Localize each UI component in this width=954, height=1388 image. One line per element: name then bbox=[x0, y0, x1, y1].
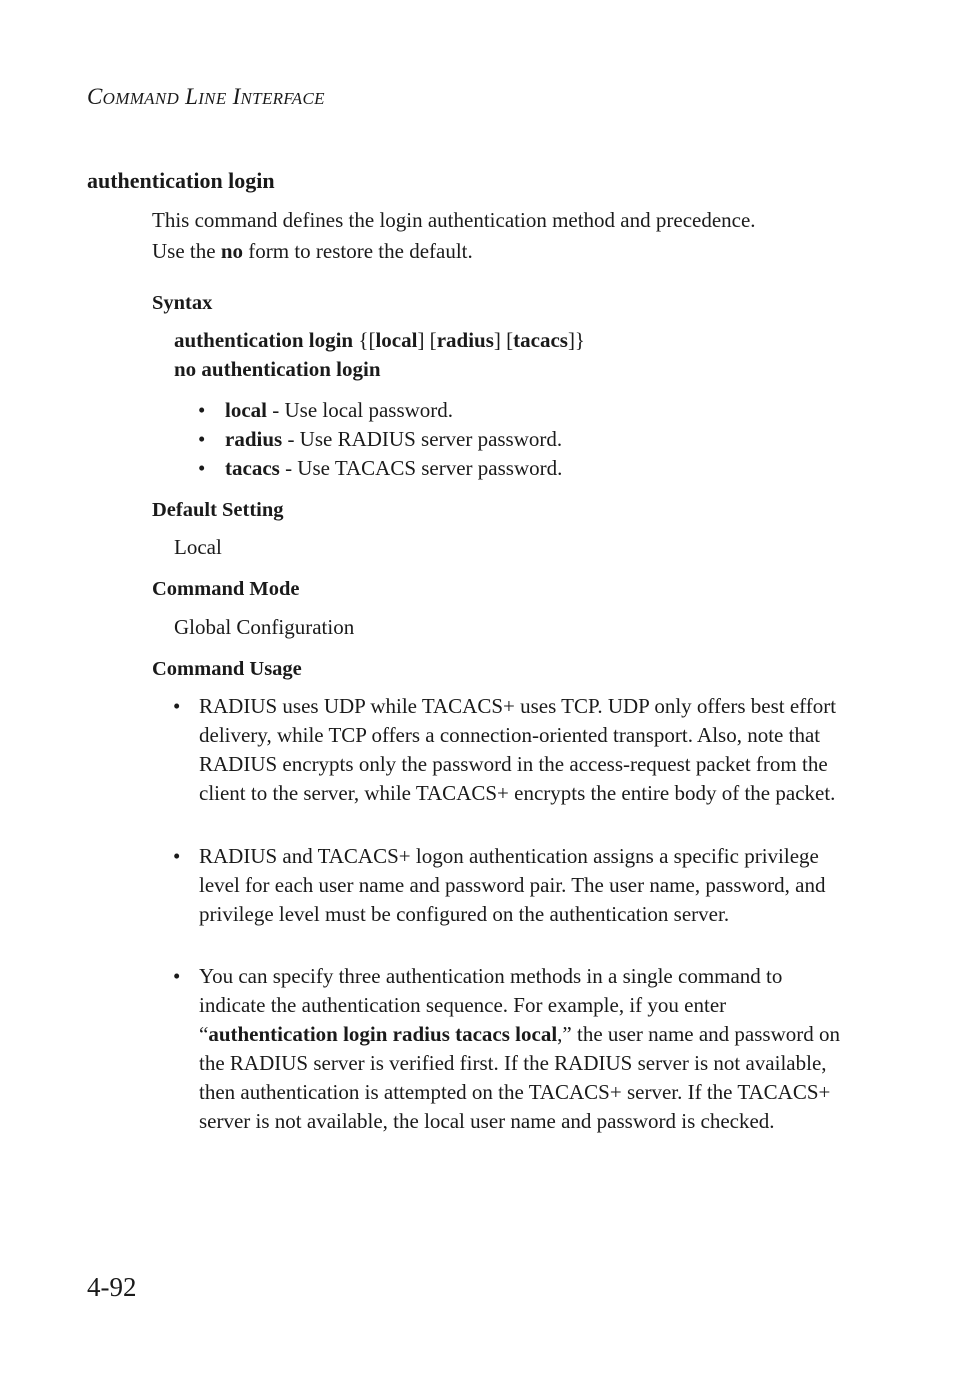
list-item: • local - Use local password. bbox=[198, 398, 454, 422]
intro-line-1: This command defines the login authentication method and precedence. bbox=[152, 208, 756, 232]
default-setting-heading: Default Setting bbox=[152, 499, 284, 521]
running-header: COMMAND LINE INTERFACE bbox=[87, 84, 325, 109]
usage-item-1: • RADIUS uses UDP while TACACS+ uses TCP. UDP only offers best effort delivery, while TCP offers a connection-oriented transport. Also, note that RADIUS encrypts only the password in the access-request packet from the client to the server, while TACACS+ encrypts the entire body of the packet. bbox=[173, 694, 837, 805]
page-number: 4-92 bbox=[87, 1272, 137, 1302]
default-setting-value: Local bbox=[174, 535, 222, 559]
command-mode-value: Global Configuration bbox=[174, 615, 355, 639]
intro-line-2: Use the no form to restore the default. bbox=[152, 239, 473, 263]
section-title: authentication login bbox=[87, 168, 275, 193]
syntax-no-command: no authentication login bbox=[174, 357, 381, 381]
usage-item-2: • RADIUS and TACACS+ logon authentication assigns a specific privilege level for each user name and password pair. The user name, password, and privilege level must be configured on the authentication server. bbox=[173, 844, 826, 926]
parameter-list bbox=[198, 396, 563, 483]
usage-item-3: • You can specify three authentication methods in a single command to indicate the authentication sequence. For example, if you enter “authentication login radius tacacs local,” the user name and password on the RADIUS server is verified first. If the RADIUS server is not available, then authentication is attempted on the TACACS+ server. If the TACACS+ server is not available, the local user name and password is checked. bbox=[173, 964, 841, 1133]
command-usage-heading: Command Usage bbox=[152, 658, 302, 680]
syntax-block bbox=[174, 326, 585, 384]
list-item: • tacacs - Use TACACS server password. bbox=[198, 456, 563, 480]
list-item: • radius - Use RADIUS server password. bbox=[198, 427, 563, 451]
command-mode-heading: Command Mode bbox=[152, 578, 300, 600]
syntax-heading: Syntax bbox=[152, 292, 213, 314]
syntax-command: authentication login {[local] [radius] [tacacs]} bbox=[174, 328, 586, 352]
intro-paragraph bbox=[152, 205, 756, 267]
